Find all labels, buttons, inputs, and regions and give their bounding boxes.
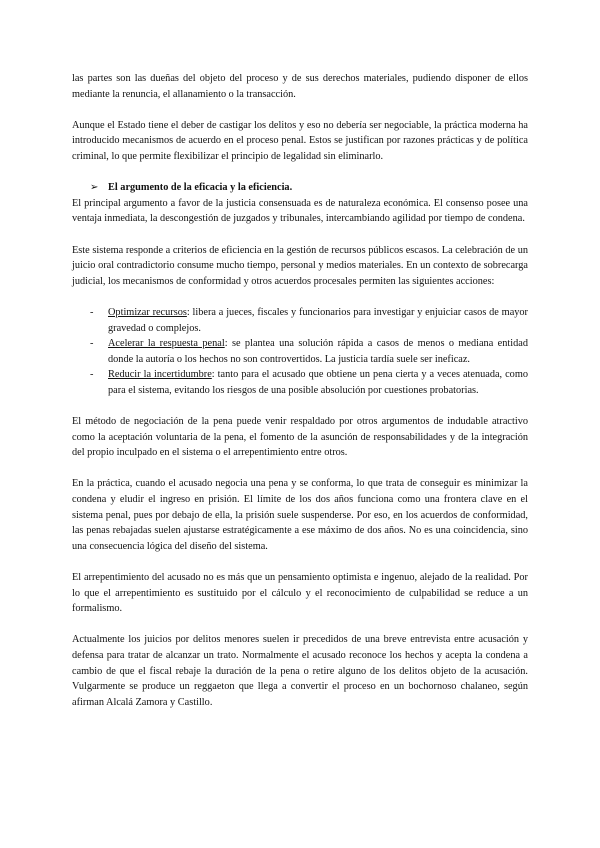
actions-list [72, 305, 528, 399]
paragraph-2: Aunque el Estado tiene el deber de castigar los delitos y eso no debería ser negociable, la práctica moderna ha introducido mecanismos de acuerdo en el proceso penal. Estos se justifican por razones prácticas y de política criminal, lo que permite flexibilizar el principio de legalidad sin eliminarlo. [72, 119, 528, 162]
list-item-text: : tanto para el acusado que obtiene un pena cierta y a veces atenuada, como para el sistema, evitando los riesgos de una posible absolución por cuestiones probatorias. [108, 369, 528, 396]
arrow-bullet-icon: ➢ [90, 182, 99, 194]
dash-bullet: - [90, 306, 94, 318]
document-body [72, 71, 528, 710]
list-item [72, 367, 528, 398]
paragraph-6: En la práctica, cuando el acusado negocia una pena y se conforma, lo que trata de conseguir es minimizar la condena y eludir el ingreso en prisión. El límite de los dos años funciona como una frontera clave en el sistema penal, pues por debajo de ella, la prisión suele suspenderse. Por eso, en los acuerdos de conformidad, las penas rebajadas suelen ajustarse estratégicamente a ese máximo de dos años. No es una coincidencia, sino una consecuencia lógica del diseño del sistema. [72, 478, 528, 552]
paragraph-1: las partes son las dueñas del objeto del proceso y de sus derechos materiales, pudiendo disponer de ellos mediante la renuncia, el allanamiento o la transacción. [72, 73, 528, 100]
list-item-text: : se plantea una solución rápida a casos de menos o mediana entidad donde la autoría o los hechos no son controvertidos. La justicia tardía suele ser ineficaz. [108, 338, 528, 365]
dash-bullet: - [90, 338, 94, 350]
list-item-term: Reducir la incertidumbre [108, 369, 212, 381]
list-item-term: Optimizar recursos [108, 306, 187, 318]
section-heading [72, 180, 528, 196]
paragraph-4: Este sistema responde a criterios de eficiencia en la gestión de recursos públicos escasos. La celebración de un juicio oral contradictorio consume mucho tiempo, personal y medios materiales. En un contexto de sobrecarga judicial, los mecanismos de conformidad y otros acuerdos procesales permiten las siguientes acciones: [72, 244, 528, 287]
paragraph-3: El principal argumento a favor de la justicia consensuada es de naturaleza económica. El consenso posee una ventaja inmediata, la descongestión de juzgados y tribunales, intercambiando agilidad por tiempo de condena. [72, 197, 528, 225]
paragraph-5: El método de negociación de la pena puede venir respaldado por otros argumentos de indudable atractivo como la aceptación voluntaria de la pena, el fomento de la asunción de responsabilidades y de la integración del propio inculpado en el sistema o el arrepentimiento entre otros. [72, 416, 528, 459]
paragraph-7: El arrepentimiento del acusado no es más que un pensamiento optimista e ingenuo, alejado de la realidad. Por lo que el arrepentimiento es sustituido por el cálculo y el reconocimiento de culpabilidad se reduce a un formalismo. [72, 572, 528, 615]
dash-bullet: - [90, 369, 94, 381]
paragraph-8: Actualmente los juicios por delitos menores suelen ir precedidos de una breve entrevista entre acusación y defensa para tratar de alcanzar un trato. Normalmente el acusado reconoce los hechos y acepta la condena a cambio de que el fiscal rebaje la duración de la pena o retire alguno de los delitos objeto de la acusación. Vulgarmente se produce un reggaeton que llega a convertir el proceso en un bochornoso chalaneo, según afirman Alcalá Zamora y Castillo. [72, 634, 528, 708]
list-item-term: Acelerar la respuesta penal [108, 338, 225, 350]
list-item-text: : libera a jueces, fiscales y funcionarios para investigar y enjuiciar casos de mayor gravedad o complejos. [108, 306, 528, 334]
list-item [72, 305, 528, 336]
section-heading-text: El argumento de la eficacia y la eficiencia. [108, 182, 293, 194]
list-item [72, 336, 528, 367]
